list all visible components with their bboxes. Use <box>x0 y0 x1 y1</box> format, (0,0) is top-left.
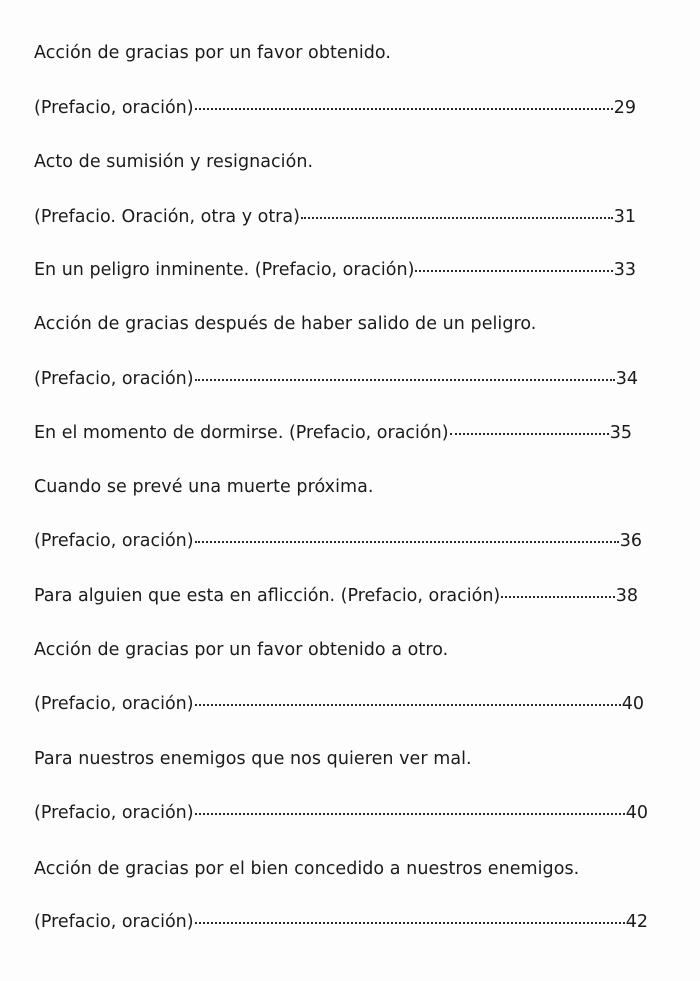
dot-leader <box>195 812 625 815</box>
toc-entry-text: (Prefacio, oración) <box>34 531 194 551</box>
toc-entry-text: (Prefacio. Oración, otra y otra) <box>34 207 300 227</box>
toc-entry-9 <box>34 802 648 824</box>
dot-leader <box>195 921 625 924</box>
dot-leader <box>501 595 614 598</box>
toc-heading-5: Acción de gracias por un favor obtenido a otro. <box>34 640 449 660</box>
toc-heading-7: Acción de gracias por el bien concedido a nuestros enemigos. <box>34 859 580 879</box>
toc-page-number: 40 <box>625 803 648 823</box>
dot-leader <box>195 378 615 381</box>
toc-page-number: 31 <box>613 207 636 227</box>
dot-leader <box>301 216 613 219</box>
dot-leader <box>195 703 621 706</box>
toc-entry-text: (Prefacio, oración) <box>34 98 194 118</box>
toc-heading-2: Acto de sumisión y resignación. <box>34 152 314 172</box>
toc-heading-3: Acción de gracias después de haber salido de un peligro. <box>34 314 537 334</box>
dot-leader <box>450 432 609 435</box>
toc-heading-6: Para nuestros enemigos que nos quieren ver mal. <box>34 749 472 769</box>
toc-entry-text: (Prefacio, oración) <box>34 912 194 932</box>
toc-page-number: 29 <box>613 98 636 118</box>
dot-leader <box>195 540 619 543</box>
toc-page-number: 33 <box>613 260 636 280</box>
toc-entry-text: (Prefacio, oración) <box>34 369 194 389</box>
toc-page-number: 36 <box>619 531 642 551</box>
toc-page-number: 40 <box>621 694 644 714</box>
toc-entry-7 <box>34 585 638 607</box>
toc-entry-text: (Prefacio, oración) <box>34 694 194 714</box>
toc-page-number: 35 <box>609 423 632 443</box>
toc-entry-4 <box>34 368 638 390</box>
toc-page-number: 42 <box>625 912 648 932</box>
dot-leader <box>195 107 613 110</box>
toc-page-number: 34 <box>615 369 638 389</box>
toc-entry-text: Para alguien que esta en aflicción. (Prefacio, oración) <box>34 586 501 606</box>
toc-entry-1 <box>34 97 636 119</box>
toc-heading-4: Cuando se prevé una muerte próxima. <box>34 477 374 497</box>
toc-entry-text: En un peligro inminente. (Prefacio, oración) <box>34 260 415 280</box>
dot-leader <box>415 269 612 272</box>
toc-page-number: 38 <box>615 586 638 606</box>
toc-entry-10 <box>34 911 648 933</box>
toc-entry-text: En el momento de dormirse. (Prefacio, oración) <box>34 423 449 443</box>
toc-entry-2 <box>34 206 636 228</box>
toc-heading-1: Acción de gracias por un favor obtenido. <box>34 43 391 63</box>
toc-entry-3 <box>34 259 636 281</box>
toc-entry-6 <box>34 530 642 552</box>
toc-entry-text: (Prefacio, oración) <box>34 803 194 823</box>
toc-entry-8 <box>34 693 644 715</box>
toc-entry-5 <box>34 422 632 444</box>
